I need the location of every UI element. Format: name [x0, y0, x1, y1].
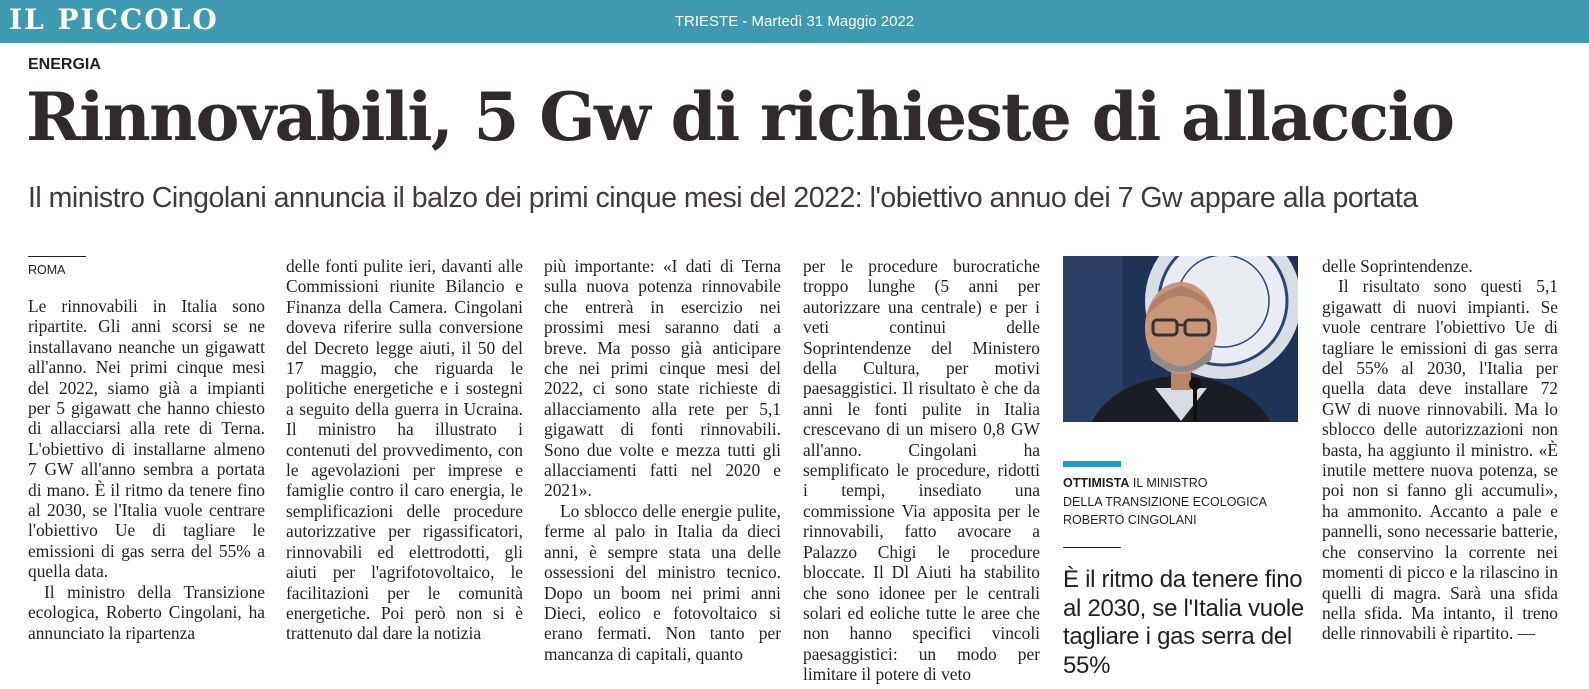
masthead-bar: [0, 0, 1589, 43]
section-label: ENERGIA: [28, 56, 101, 73]
caption-line: IL MINISTRO: [1132, 476, 1208, 490]
body-paragraph: Il risultato sono questi 5,1 gigawatt di nuovi impianti. Se vuole centrare l'obiettivo Ue di tagliare le emissioni di gas serra del 55% al 2030, l'Italia per quella data deve installare 72 GW di nuove rinnovabili. Ma lo sblocco delle autorizzazioni non basta, ha aggiunto il ministro. «È inutile mettere nuova potenza, se poi non si fanno gli accumuli», ha ammonito. Accanto a pale e pannelli, sono necessarie batterie, che conservino la corrente nei momenti di picco e la rilascino in quelli di magra. Sarà una sfida nella sfida. Ma intanto, il treno delle rinnovabili è ripartito. —: [1322, 276, 1558, 644]
body-column-2: [286, 256, 523, 644]
body-column-1: [28, 296, 265, 643]
body-paragraph: delle fonti pulite ieri, davanti alle Commissioni riunite Bilancio e Finanza della Camera. Cingolani doveva riferire sulla conversione del Decreto legge aiuti, il 50 del 17 maggio, che riguarda le politiche energetiche e i sostegni a seguito della guerra in Ucraina. Il ministro ha illustrato i contenuti del provvedimento, con le agevolazioni per imprese e famiglie contro il caro energia, le semplificazioni delle procedure autorizzative per rigassificatori, rinnovabili ed elettrodotti, gli aiuti per l'agrifotovoltaico, le facilitazioni per le comunità energetiche. Poi però non si è trattenuto dal dare la notizia: [286, 256, 523, 644]
body-column-4: [803, 256, 1040, 685]
dateline: TRIESTE - Martedì 31 Maggio 2022: [674, 13, 915, 30]
subheadline: Il ministro Cingolani annuncia il balzo dei primi cinque mesi del 2022: l'obiettivo annuo dei 7 Gw appare alla portata: [28, 182, 1418, 214]
body-paragraph: più importante: «I dati di Terna sulla nuova potenza rinnovabile che entrerà in esercizio nei prossimi mesi saranno dati a breve. Ma posso già anticipare che nei primi cinque mesi del 2022, ci sono state richieste di allacciamento alla rete per 5,1 gigawatt di fonti rinnovabili. Sono due volte e mezza tutti gli allacciamenti fatti nel 2020 e 2021».: [544, 256, 781, 501]
quote-rule: [1063, 547, 1121, 548]
body-paragraph: Il ministro della Transizione ecologica, Roberto Cingolani, ha annunciato la ripartenza: [28, 581, 265, 643]
caption-accent-bar: [1063, 461, 1121, 467]
headline: Rinnovabili, 5 Gw di richieste di allaccio: [26, 78, 1454, 156]
byline-rule: [28, 256, 86, 257]
pull-quote: È il ritmo da tenere fino al 2030, se l'Italia vuole tagliare i gas serra del 55%: [1063, 566, 1304, 679]
minister-portrait-illustration: [1063, 256, 1298, 422]
body-column-6: [1322, 256, 1558, 644]
body-paragraph: per le procedure burocratiche troppo lunghe (5 anni per autorizzare una centrale) e per i veti continui delle Soprintendenze del Ministero della Cultura, per motivi paesaggistici. Il risultato è che da anni le fonti pulite in Italia crescevano di un misero 0,8 GW all'anno. Cingolani ha semplificato le procedure, ridotti i tempi, insediato una commissione Via apposita per le rinnovabili, fatto avocare a Palazzo Chigi le procedure bloccate. Il Dl Aiuti ha stabilito che sono idonee per le centrali solari ed eoliche tutte le aree che non hanno specifici vincoli paesaggistici: un modo per limitare il potere di veto: [803, 256, 1040, 685]
photo-caption: [1063, 474, 1303, 530]
body-paragraph: delle Soprintendenze.: [1322, 256, 1473, 276]
article-paragraph: [0, 0, 1, 1]
article-full-text: [0, 0, 1, 1]
byline: ROMA: [28, 263, 66, 277]
newspaper-masthead: IL PICCOLO: [9, 3, 219, 36]
caption-line: ROBERTO CINGOLANI: [1063, 513, 1197, 527]
caption-line: DELLA TRANSIZIONE ECOLOGICA: [1063, 494, 1267, 509]
body-paragraph: Lo sblocco delle energie pulite, ferme al palo in Italia da dieci anni, è sempre stata una delle ossessioni del ministro tecnico. Dopo un boom nei primi anni Dieci, eolico e fotovoltaico si erano fermati. Non tanto per mancanza di capitali, quanto: [544, 500, 781, 664]
body-paragraph: Le rinnovabili in Italia sono ripartite. Gli anni scorsi se ne installavano neanche un gigawatt all'anno. Nei primi cinque mesi del 2022, siamo già a impianti per 5 gigawatt che hanno chiesto di allacciarsi alla rete di Terna. L'obiettivo di installarne almeno 7 GW all'anno sembra a portata di mano. È il ritmo da tenere fino al 2030, se l'Italia vuole centrare l'obiettivo Ue di tagliare le emissioni di gas serra del 55% a quella data.: [28, 296, 265, 582]
minister-photo: [1063, 256, 1298, 422]
body-column-3: [544, 256, 781, 664]
caption-label: OTTIMISTA: [1063, 476, 1130, 490]
